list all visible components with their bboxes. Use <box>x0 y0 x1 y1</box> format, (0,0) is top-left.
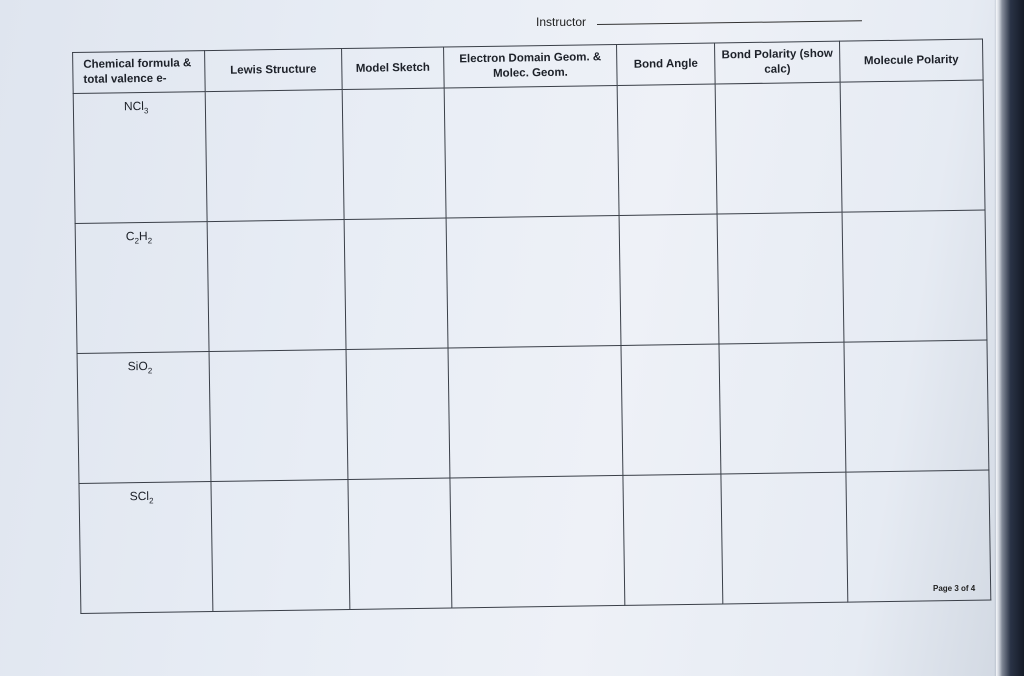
col-header-formula: Chemical formula & total valence e- <box>73 51 206 94</box>
formula-cell <box>75 222 209 354</box>
lewis-cell[interactable] <box>207 220 346 352</box>
model-cell[interactable] <box>348 478 452 609</box>
lewis-cell[interactable] <box>211 480 350 612</box>
bond-polarity-cell[interactable] <box>715 82 842 214</box>
lewis-cell[interactable] <box>209 350 348 482</box>
bond-polarity-cell[interactable] <box>719 342 846 474</box>
col-header-bond-polarity: Bond Polarity (show calc) <box>715 41 841 84</box>
instructor-label: Instructor <box>536 15 587 29</box>
formula-subscript-tail: 2 <box>147 236 153 246</box>
instructor-blank-line <box>597 20 862 25</box>
geometry-cell[interactable] <box>444 85 619 218</box>
model-cell[interactable] <box>344 218 448 349</box>
col-header-geometry: Electron Domain Geom. & Molec. Geom. <box>444 44 618 88</box>
bond-angle-cell[interactable] <box>621 344 721 475</box>
model-cell[interactable] <box>346 348 450 479</box>
col-header-lewis: Lewis Structure <box>205 49 343 92</box>
molecule-polarity-cell[interactable] <box>846 470 991 602</box>
formula-cell <box>79 482 213 614</box>
table-row <box>77 340 989 483</box>
col-header-molecule-polarity: Molecule Polarity <box>840 39 984 82</box>
col-header-bond-angle: Bond Angle <box>617 43 716 85</box>
formula-text-tail: H <box>138 228 148 244</box>
formula-text: C <box>125 229 135 244</box>
worksheet <box>72 39 990 586</box>
worksheet-table <box>72 39 991 614</box>
formula-subscript: 3 <box>143 106 149 116</box>
formula-subscript: 2 <box>147 366 153 376</box>
geometry-cell[interactable] <box>446 215 621 348</box>
bond-angle-cell[interactable] <box>617 84 717 215</box>
table-row <box>79 470 991 613</box>
page-number: Page 3 of 4 <box>933 584 976 593</box>
model-cell[interactable] <box>342 88 446 219</box>
col-header-model: Model Sketch <box>342 47 445 90</box>
formula-subscript: 2 <box>149 496 154 506</box>
formula-text: SiO <box>127 358 148 374</box>
molecule-polarity-cell[interactable] <box>840 80 985 212</box>
molecule-polarity-cell[interactable] <box>842 210 987 342</box>
bond-polarity-cell[interactable] <box>721 472 848 604</box>
formula-cell <box>77 352 211 484</box>
table-row <box>75 210 987 353</box>
formula-cell <box>73 92 207 224</box>
table-row <box>73 80 985 223</box>
paper-edge-highlight <box>996 0 1002 676</box>
formula-text: SCl <box>129 488 150 504</box>
formula-subscript: 2 <box>134 236 140 246</box>
geometry-cell[interactable] <box>450 475 625 608</box>
geometry-cell[interactable] <box>448 345 623 478</box>
bond-polarity-cell[interactable] <box>717 212 844 344</box>
lewis-cell[interactable] <box>205 90 344 222</box>
formula-text: NCl <box>123 99 144 114</box>
bond-angle-cell[interactable] <box>623 474 723 605</box>
bond-angle-cell[interactable] <box>619 214 719 345</box>
molecule-polarity-cell[interactable] <box>844 340 989 472</box>
